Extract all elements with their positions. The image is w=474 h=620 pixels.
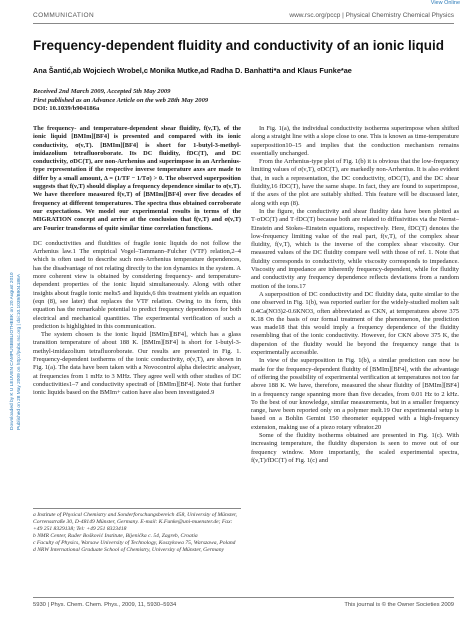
left-column xyxy=(33,125,241,398)
view-online-link[interactable]: View Online xyxy=(430,0,460,6)
author-list: Ana Šantić,ab Wojciech Wrobel,c Monika Mutke,ad Radha D. Banhatti*a and Klaus Funke*ae xyxy=(33,66,352,75)
page-footer xyxy=(33,600,454,612)
section-label: COMMUNICATION xyxy=(33,12,95,19)
footer-rule xyxy=(33,597,454,598)
body-paragraph: In view of the superposition in Fig. 1(b), a similar prediction can now be made for the frequency-dependent fluidity of [BMIm][BF4], with the advantage of offering the possibility of experimental verification at temperatures not too far above 188 K. We have, therefore, measured the shear fluidity of [BMIm][BF4] in a frequency range spanning more than five decades, from 0.01 Hz to 2 kHz. To the best of our knowledge, similar measurements, but in a smaller frequency range, have been reported only on a polymer melt.19 Our experimental setup is based on a Bohlin Gemini 150 rheometer equipped with a high-frequency extension, making use of a piezo rotary vibrator.20 xyxy=(251,357,459,431)
body-paragraph: The system chosen is the ionic liquid [BMIm][BF4], which has a glass transition temperature of about 188 K. [BMIm][BF4] is short for 1-butyl-3-methyl-imidazolium tetrafluoroborate. Our results are presented in Fig. 1. Frequency-dependent isotherms of the ionic conductivity, σ(ν,T), are shown in Fig. 1(a). The data have been taken with a Novocontrol alpha dielectric analyser, at frequencies from 1 mHz to 3 MHz. They agree well with other studies of DC conductivities1–7 and conductivity spectra8 of [BMIm][BF4]. Note that further ionic liquids based on the BMIm+ cation have also been investigated.9 xyxy=(33,331,241,397)
footnote-c: c Faculty of Physics, Warsaw University of Technology, Koszykowa 75, Warszawa, Poland xyxy=(33,540,236,546)
header-rule xyxy=(33,23,454,24)
footnote-a: a Institute of Physical Chemistry and Sonderforschungsbereich 458, University of Münster, Corrensstraße 30, D-48149 Münster, Germany. E-mail: K.Funke@uni-muenster.de; Fax: +49 251 8329138; Tel: +49 251 8323418 xyxy=(33,512,237,532)
footnote-b: b NMR Center, Ruđer Bošković Institute, Bijenička c. 54, Zagreb, Croatia xyxy=(33,533,198,539)
download-stamp xyxy=(4,130,26,430)
download-note: Downloaded by K U LEUVEN CAMPUSBIBLIOTHEEK on 20 August 2010 xyxy=(10,272,15,430)
footer-copyright: This journal is © the Owner Societies 2009 xyxy=(344,602,454,608)
doi: DOI: 10.1039/b904186a xyxy=(33,105,100,113)
body-paragraph: In Fig. 1(a), the individual conductivity isotherms superimpose when shifted along a straight line with a slope close to one. This is known as time-temperature superposition10–15 and implies that the conduction mechanism remains essentially unchanged. xyxy=(251,125,459,157)
body-paragraph: Some of the fluidity isotherms obtained are presented in Fig. 1(c). With increasing temperature, the fluidity dispersion is seen to move out of our frequency window. More importantly, the scaled experimental spectra, f(ν,T)/fDC(T) of Fig. 1(c) and xyxy=(251,431,459,464)
article-title: Frequency-dependent fluidity and conductivity of an ionic liquid xyxy=(33,38,445,53)
body-paragraph: A superposition of DC conductivity and DC fluidity data, quite similar to the one observed in Fig. 1(b), was reported earlier for the widely-studied molten salt 0.4Ca(NO3)2-0.6KNO3, often abbreviated as CKN, at temperatures above 375 K.18 On the basis of our formal treatment of the phenomenon, the prediction was made18 that this would imply a frequency dependence of the fluidity resembling that of the ionic conductivity. However, for CKN above 375 K, the dispersion of the fluidity would lie beyond the frequency range that is experimentally accessible. xyxy=(251,290,459,357)
footnote-d: d NRW International Graduate School of Chemistry, University of Münster, Germany xyxy=(33,547,224,553)
published-date: First published as an Advance Article on the web 28th May 2009 xyxy=(33,96,209,104)
affiliation-footnotes xyxy=(33,508,241,554)
body-paragraph: DC conductivities and fluidities of fragile ionic liquids do not follow the Arrhenius law.1 The empirical Vogel–Tammann–Fulcher (VTF) relation,2–4 which is often used to describe such non-Arrhenius temperature dependences, has the disadvantage of not relating directly to the ion dynamics in the system. A more coherent view is obtained by considering frequency- and temperature-dependent properties of the ionic liquid simultaneously. Along with other insights about fragile ionic melts5 and liquids,6 this treatment yields an equation (eqn (8), see later) that replaces the VTF relation. Owing to its form, this equation has the remarkable potential to predict frequency dependences for both electrical and mechanical quantities. The experimental verification of such a prediction is highlighted in this communication. xyxy=(33,239,241,330)
body-paragraph: From the Arrhenius-type plot of Fig. 1(b) it is obvious that the low-frequency limiting values of σ(ν,T), σDC(T), are markedly non-Arrhenius. It is also evident that, in such a representation, the DC conductivity, σDC(T), and the DC shear fluidity,16 fDC(T), have the same shape. In fact, they are found to superimpose, if the axes of the plot are suitably shifted. This feature will be discussed later, along with eqn (8). xyxy=(251,158,459,207)
abstract: The frequency- and temperature-dependent shear fluidity, f(ν,T), of the ionic liquid [BMIm][BF4] is presented and compared with its ionic conductivity, σ(ν,T). [BMIm][BF4] is short for 1-butyl-3-methyl-imidazolium tetrafluoroborate. Its DC fluidity, fDC(T), and DC conductivity, σDC(T), are non-Arrhenius and superimpose in an Arrhenius-type representation if the respective inverse temperature axes are made to differ by a small amount, Δ = (1/TF − 1/Tσ) > 0. The observed superposition suggests that f(ν,T) should display a frequency dependence similar to σ(ν,T). We have therefore measured f(ν,T) of [BMIm][BF4] over five decades of frequency at different temperatures. The spectra thus obtained corroborate our expectations. We model our experimental results in terms of the MIGRATION concept and arrive at the conclusion that f(ν,T) and σ(ν,T) are Fourier transforms of quite similar time correlation functions. xyxy=(33,125,241,232)
footnote-rule xyxy=(33,508,241,509)
body-paragraph: In the figure, the conductivity and shear fluidity data have been plotted as T·σDC(T) and T·fDC(T) because both are related to diffusivities via the Nernst–Einstein and Stokes–Einstein equations, respectively. Here, fDC(T) denotes the low-frequency limiting value of the real part, f(ν,T), of the complex shear fluidity, f(ν,T), which is the inverse of the complex shear viscosity. Our measured values of the DC fluidity compare well with those of ref. 1. Note that fluidity corresponds to conductivity, while viscosity corresponds to impedance. Viscosity and impedance are inherently frequency-dependent, while for fluidity and conductivity any frequency dependence reflects deviations from a random motion of the ions.17 xyxy=(251,207,459,290)
received-date: Received 2nd March 2009, Accepted 5th May 2009 xyxy=(33,88,171,95)
article-dates xyxy=(33,88,333,114)
right-column xyxy=(251,125,459,465)
journal-line: www.rsc.org/pccp | Physical Chemistry Chemical Physics xyxy=(289,12,454,19)
footer-citation: 5930 | Phys. Chem. Chem. Phys., 2009, 11, 5930–5934 xyxy=(33,602,177,608)
publication-note: Published on 28 May 2009 on http://pubs.rsc.org | doi:10.1039/B904186A xyxy=(17,274,22,430)
top-banner xyxy=(0,0,474,9)
journal-header xyxy=(33,9,454,21)
